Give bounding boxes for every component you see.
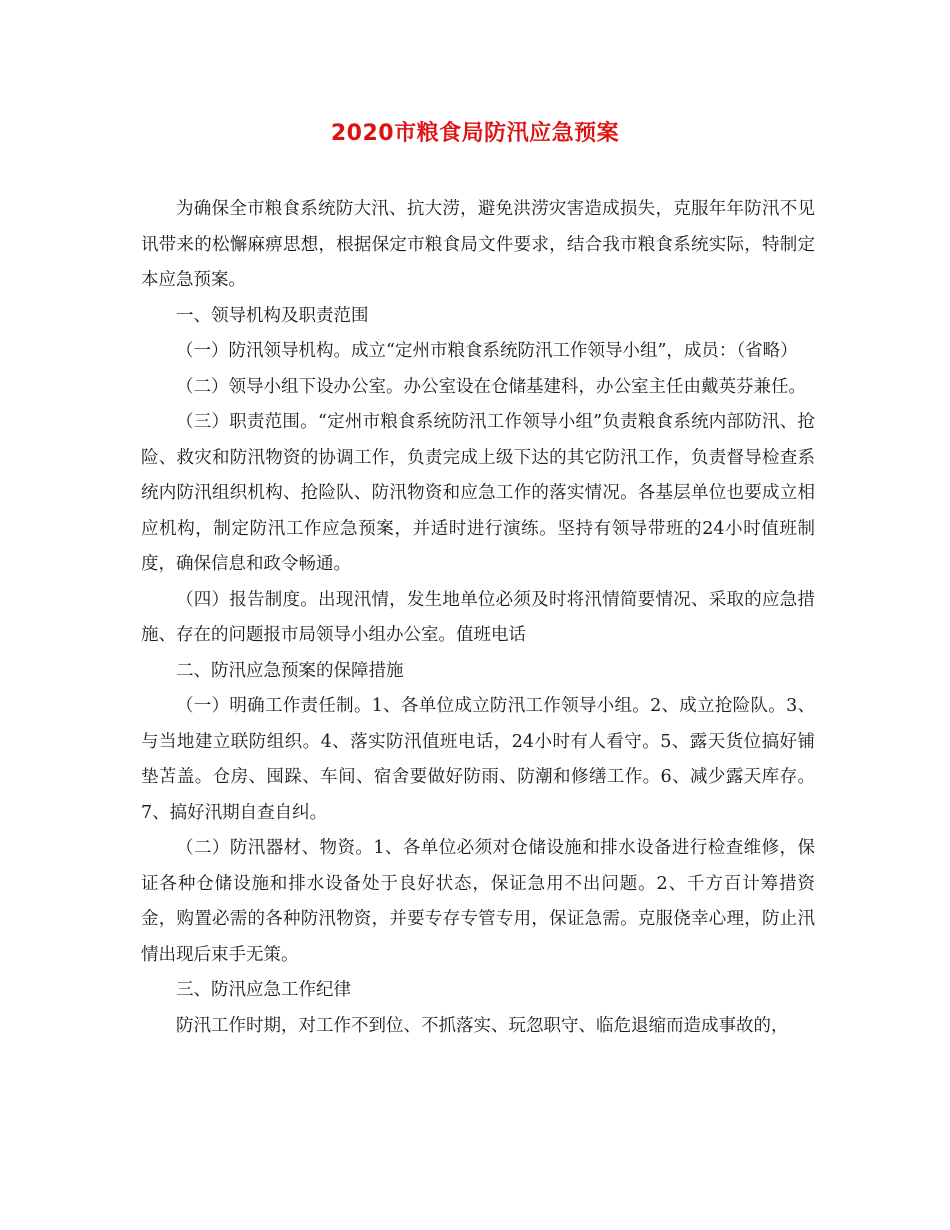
paragraph-intro: 为确保全市粮食系统防大汛、抗大涝，避免洪涝灾害造成损失，克服年年防汛不见讯带来的松懈麻痹思想，根据保定市粮食局文件要求，结合我市粮食系统实际，特制定本应急预案。 (141, 199, 815, 290)
heading-section-2: 二、防汛应急预案的保障措施 (176, 660, 404, 681)
heading-section-1: 一、领导机构及职责范围 (176, 305, 369, 326)
paragraph-1-2: （二）领导小组下设办公室。办公室设在仓储基建科，办公室主任由戴英芬兼任。 (176, 376, 806, 397)
paragraph-1-1: （一）防汛领导机构。成立“定州市粮食系统防汛工作领导小组”，成员：（省略） (176, 341, 798, 361)
document-body (141, 192, 815, 1044)
paragraph-1-3: （三）职责范围。“定州市粮食系统防汛工作领导小组”负责粮食系统内部防汛、抢险、救灾和防汛物资的协调工作，负责完成上级下达的其它防汛工作，负责督导检查系统内防汛组织机构、抢险队、防汛物资和应急工作的落实情况。各基层单位也要成立相应机构，制定防汛工作应急预案，并适时进行演练。坚持有领导带班的24小时值班制度，确保信息和政令畅通。 (141, 412, 815, 574)
paragraph-1-4: （四）报告制度。出现汛情，发生地单位必须及时将汛情简要情况、采取的应急措施、存在的问题报市局领导小组办公室。值班电话 (141, 589, 815, 645)
paragraph-3-1: 防汛工作时期，对工作不到位、不抓落实、玩忽职守、临危退缩而造成事故的， (176, 1015, 789, 1036)
paragraph-2-2: （二）防汛器材、物资。1、各单位必须对仓储设施和排水设备进行检查维修，保证各种仓储设施和排水设备处于良好状态，保证急用不出问题。2、千方百计筹措资金，购置必需的各种防汛物资，并要专存专管专用，保证急需。克服侥幸心理，防止汛情出现后束手无策。 (141, 838, 815, 965)
heading-section-3: 三、防汛应急工作纪律 (176, 980, 351, 1000)
document-title: 2020市粮食局防汛应急预案 (330, 121, 620, 146)
paragraph-2-1: （一）明确工作责任制。1、各单位成立防汛工作领导小组。2、成立抢险队。3、与当地建立联防组织。4、落实防汛值班电话，24小时有人看守。5、露天货位搞好铺垫苫盖。仓房、囤跺、车间、宿舍要做好防雨、防潮和修缮工作。6、减少露天库存。7、搞好汛期自查自纠。 (141, 696, 815, 823)
